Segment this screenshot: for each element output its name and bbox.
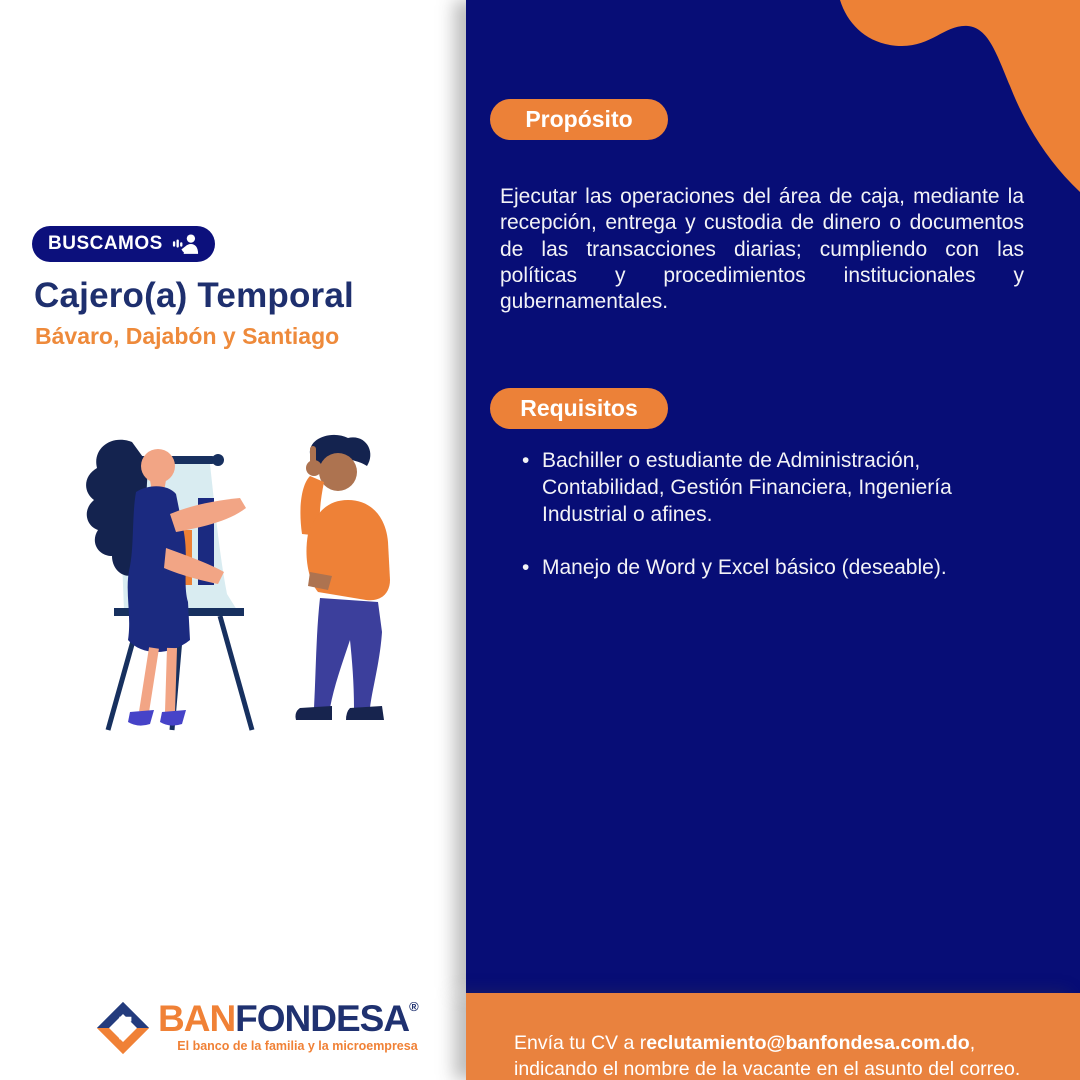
proposito-body: Ejecutar las operaciones del área de caja, mediante la recepción, entrega y custodia de dinero o documentos de las transacciones diarias; cumpliendo con las políticas y procedimientos institucionales y gubernamentales. bbox=[500, 185, 1024, 313]
list-item: • Bachiller o estudiante de Administración, Contabilidad, Gestión Financiera, Ingeniería Industrial o afines. bbox=[522, 448, 967, 529]
teller-icon bbox=[172, 232, 199, 256]
logo-mark-icon bbox=[95, 1000, 151, 1056]
requisitos-list bbox=[522, 448, 967, 608]
footer-bar bbox=[466, 993, 1080, 1080]
right-panel bbox=[466, 0, 1080, 993]
list-item: • Manejo de Word y Excel básico (deseable). bbox=[522, 555, 967, 582]
presentation-illustration bbox=[70, 430, 390, 735]
requisitos-label: Requisitos bbox=[520, 395, 638, 421]
job-locations: Bávaro, Dajabón y Santiago bbox=[35, 323, 340, 349]
job-title: Cajero(a) Temporal bbox=[34, 276, 354, 315]
proposito-label: Propósito bbox=[525, 106, 633, 132]
banfondesa-logo bbox=[95, 1000, 418, 1056]
requisitos-pill bbox=[490, 388, 668, 429]
logo-tagline: El banco de la familia y la microempresa bbox=[177, 1039, 418, 1053]
logo-fondesa: FONDESA bbox=[235, 998, 410, 1039]
footer-suffix: , indicando el nombre de la vacante en el asunto del correo. bbox=[514, 1031, 1021, 1080]
buscamos-badge bbox=[32, 226, 215, 262]
logo-ban: BAN bbox=[158, 998, 236, 1039]
proposito-pill bbox=[490, 99, 668, 140]
email-text: eclutamiento@banfondesa.com.do bbox=[646, 1031, 970, 1054]
logo-wordmark bbox=[158, 1000, 418, 1053]
footer-prefix: Envía tu CV a r bbox=[514, 1031, 647, 1054]
registered-mark: ® bbox=[409, 999, 418, 1014]
badge-label: BUSCAMOS bbox=[48, 233, 163, 254]
footer-text bbox=[514, 1030, 1044, 1080]
